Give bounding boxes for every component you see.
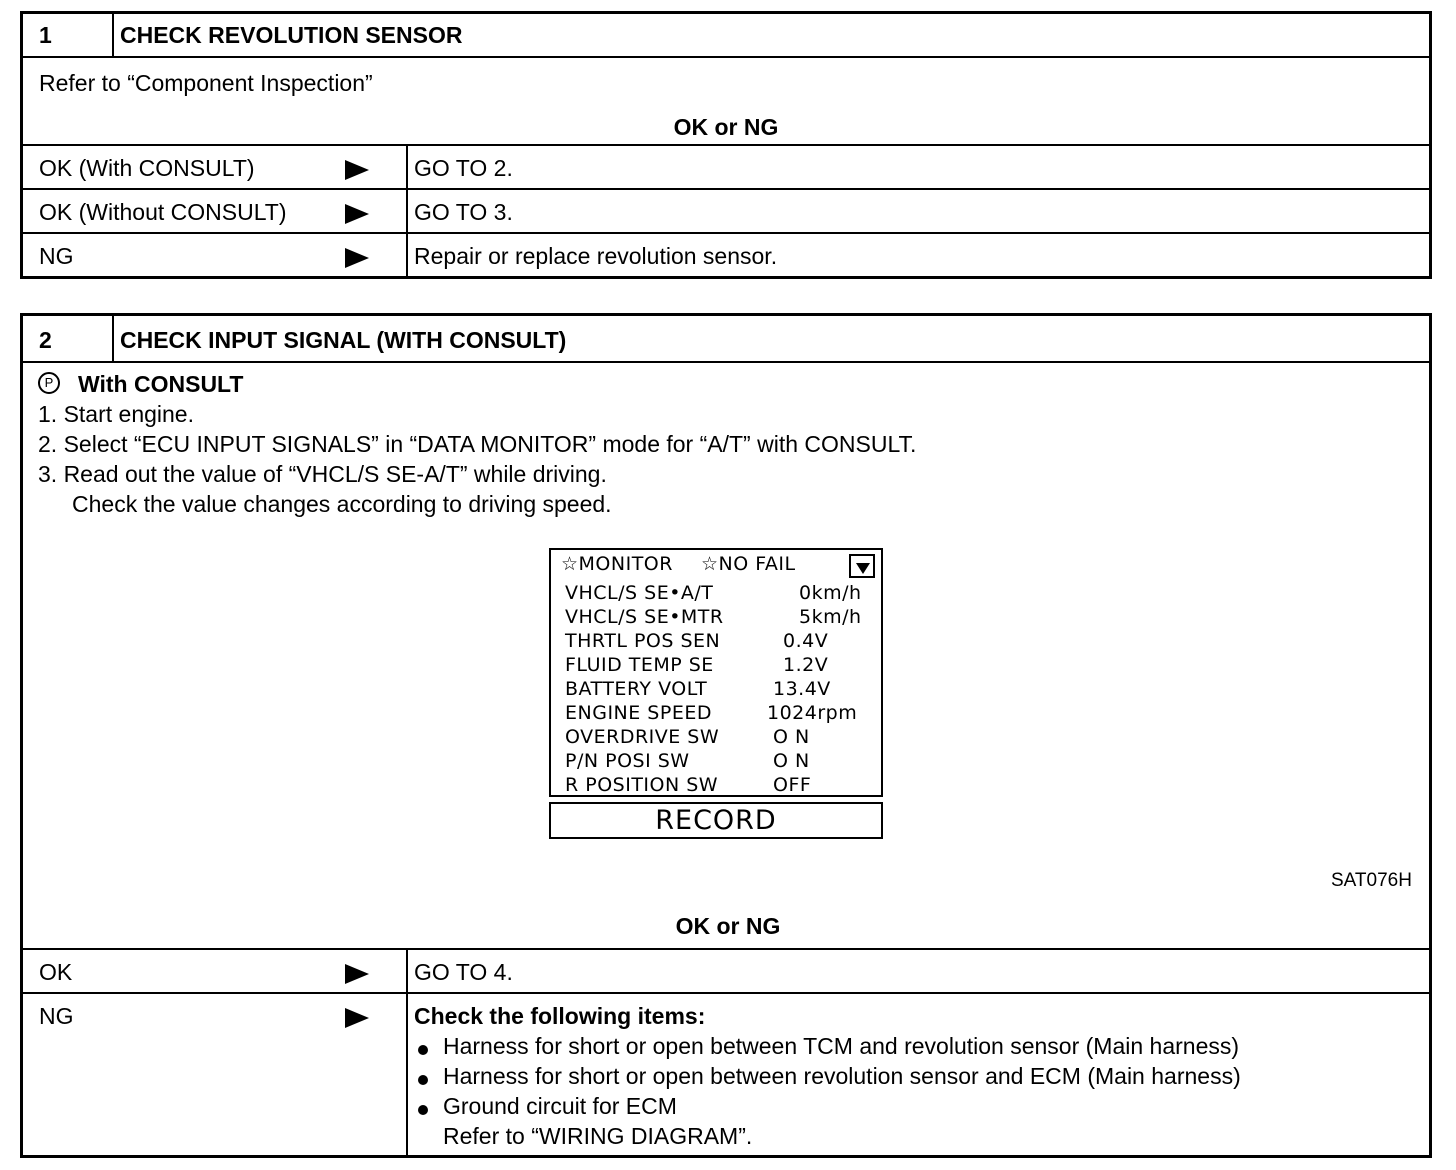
step2-ok-condition: OK [39,959,73,985]
monitor-row-label: THRTL POS SEN [565,630,721,652]
step2-ng-item: Harness for short or open between TCM and revolution sensor (Main harness) [443,1033,1240,1059]
monitor-row-value: 1024rpm [767,702,858,724]
step2-instruction-2: 2. Select “ECU INPUT SIGNALS” in “DATA MONITOR” mode for “A/T” with CONSULT. [38,431,917,457]
step1-result-divider [406,190,408,234]
monitor-row-label: VHCL/S SE•A/T [565,582,714,604]
step1-result-condition: OK (Without CONSULT) [39,199,287,225]
step2-instruction-1: 1. Start engine. [38,401,194,427]
monitor-row-value: O N [773,726,810,748]
step2-ok-divider [406,950,408,994]
step1-title: CHECK REVOLUTION SENSOR [120,22,463,48]
monitor-row-label: FLUID TEMP SE [565,654,714,676]
step2-ng-row [23,992,1429,1155]
monitor-row-label: OVERDRIVE SW [565,726,720,748]
step2-header-divider [112,316,114,361]
step1-box [20,11,1432,279]
monitor-row-label: BATTERY VOLT [565,678,708,700]
step1-result-row-2 [23,188,1429,234]
step1-result-action: GO TO 3. [414,199,513,225]
monitor-row-value: 1.2V [783,654,829,676]
step1-number: 1 [39,22,52,48]
monitor-row-label: R POSITION SW [565,774,719,796]
step2-ng-arrow-icon [345,1008,369,1028]
step2-ok-action: GO TO 4. [414,959,513,985]
step2-ng-refer: Refer to “WIRING DIAGRAM”. [443,1123,753,1149]
step2-result-heading: OK or NG [675,913,781,939]
monitor-row-label: VHCL/S SE•MTR [565,606,724,628]
step2-instruction-3: 3. Read out the value of “VHCL/S SE-A/T” while driving. [38,461,607,487]
consult-monitor-screen [549,548,883,797]
bullet-icon [418,1045,428,1055]
bullet-icon [418,1105,428,1115]
step2-ng-divider [406,994,408,1155]
step2-ng-action-heading: Check the following items: [414,1003,706,1029]
monitor-row-value: 5km/h [799,606,862,628]
step1-instruction: Refer to “Component Inspection” [39,70,373,96]
step1-header-divider [112,14,114,56]
step1-result-arrow-icon [345,248,369,268]
monitor-row-value: OFF [773,774,812,796]
dropdown-arrow-icon[interactable] [849,554,875,578]
step1-result-condition: NG [39,243,74,269]
step2-ok-row [23,948,1429,994]
step2-instruction-3-note: Check the value changes according to driving speed. [72,491,612,517]
step2-number: 2 [39,327,52,353]
monitor-row-value: 0.4V [783,630,829,652]
step1-result-action: Repair or replace revolution sensor. [414,243,778,269]
monitor-header-right: ☆NO FAIL [701,553,796,575]
step1-result-arrow-icon [345,204,369,224]
step1-result-action: GO TO 2. [414,155,513,181]
step2-ng-condition: NG [39,1003,74,1029]
step1-result-row-1 [23,144,1429,190]
step1-body [23,56,1429,146]
step2-ok-arrow-icon [345,964,369,984]
step1-result-heading: OK or NG [673,114,779,140]
consult-mode-icon: P [38,372,60,394]
figure-code: SAT076H [1331,870,1412,891]
step2-mode-label: With CONSULT [78,371,244,397]
monitor-row-value: 13.4V [773,678,831,700]
step1-result-condition: OK (With CONSULT) [39,155,255,181]
record-button[interactable]: RECORD [549,802,883,839]
monitor-header-left: ☆MONITOR [561,553,673,575]
monitor-row-label: P/N POSI SW [565,750,690,772]
step1-result-arrow-icon [345,160,369,180]
monitor-row-value: O N [773,750,810,772]
monitor-row-label: ENGINE SPEED [565,702,712,724]
step1-result-divider [406,146,408,190]
step2-ng-item: Harness for short or open between revolution sensor and ECM (Main harness) [443,1063,1241,1089]
bullet-icon [418,1075,428,1085]
step1-result-divider [406,234,408,278]
step1-result-row-3 [23,232,1429,278]
step2-title: CHECK INPUT SIGNAL (WITH CONSULT) [120,327,567,353]
step2-ng-item: Ground circuit for ECM [443,1093,677,1119]
monitor-row-value: 0km/h [799,582,862,604]
step2-body-top-border [23,361,1429,363]
